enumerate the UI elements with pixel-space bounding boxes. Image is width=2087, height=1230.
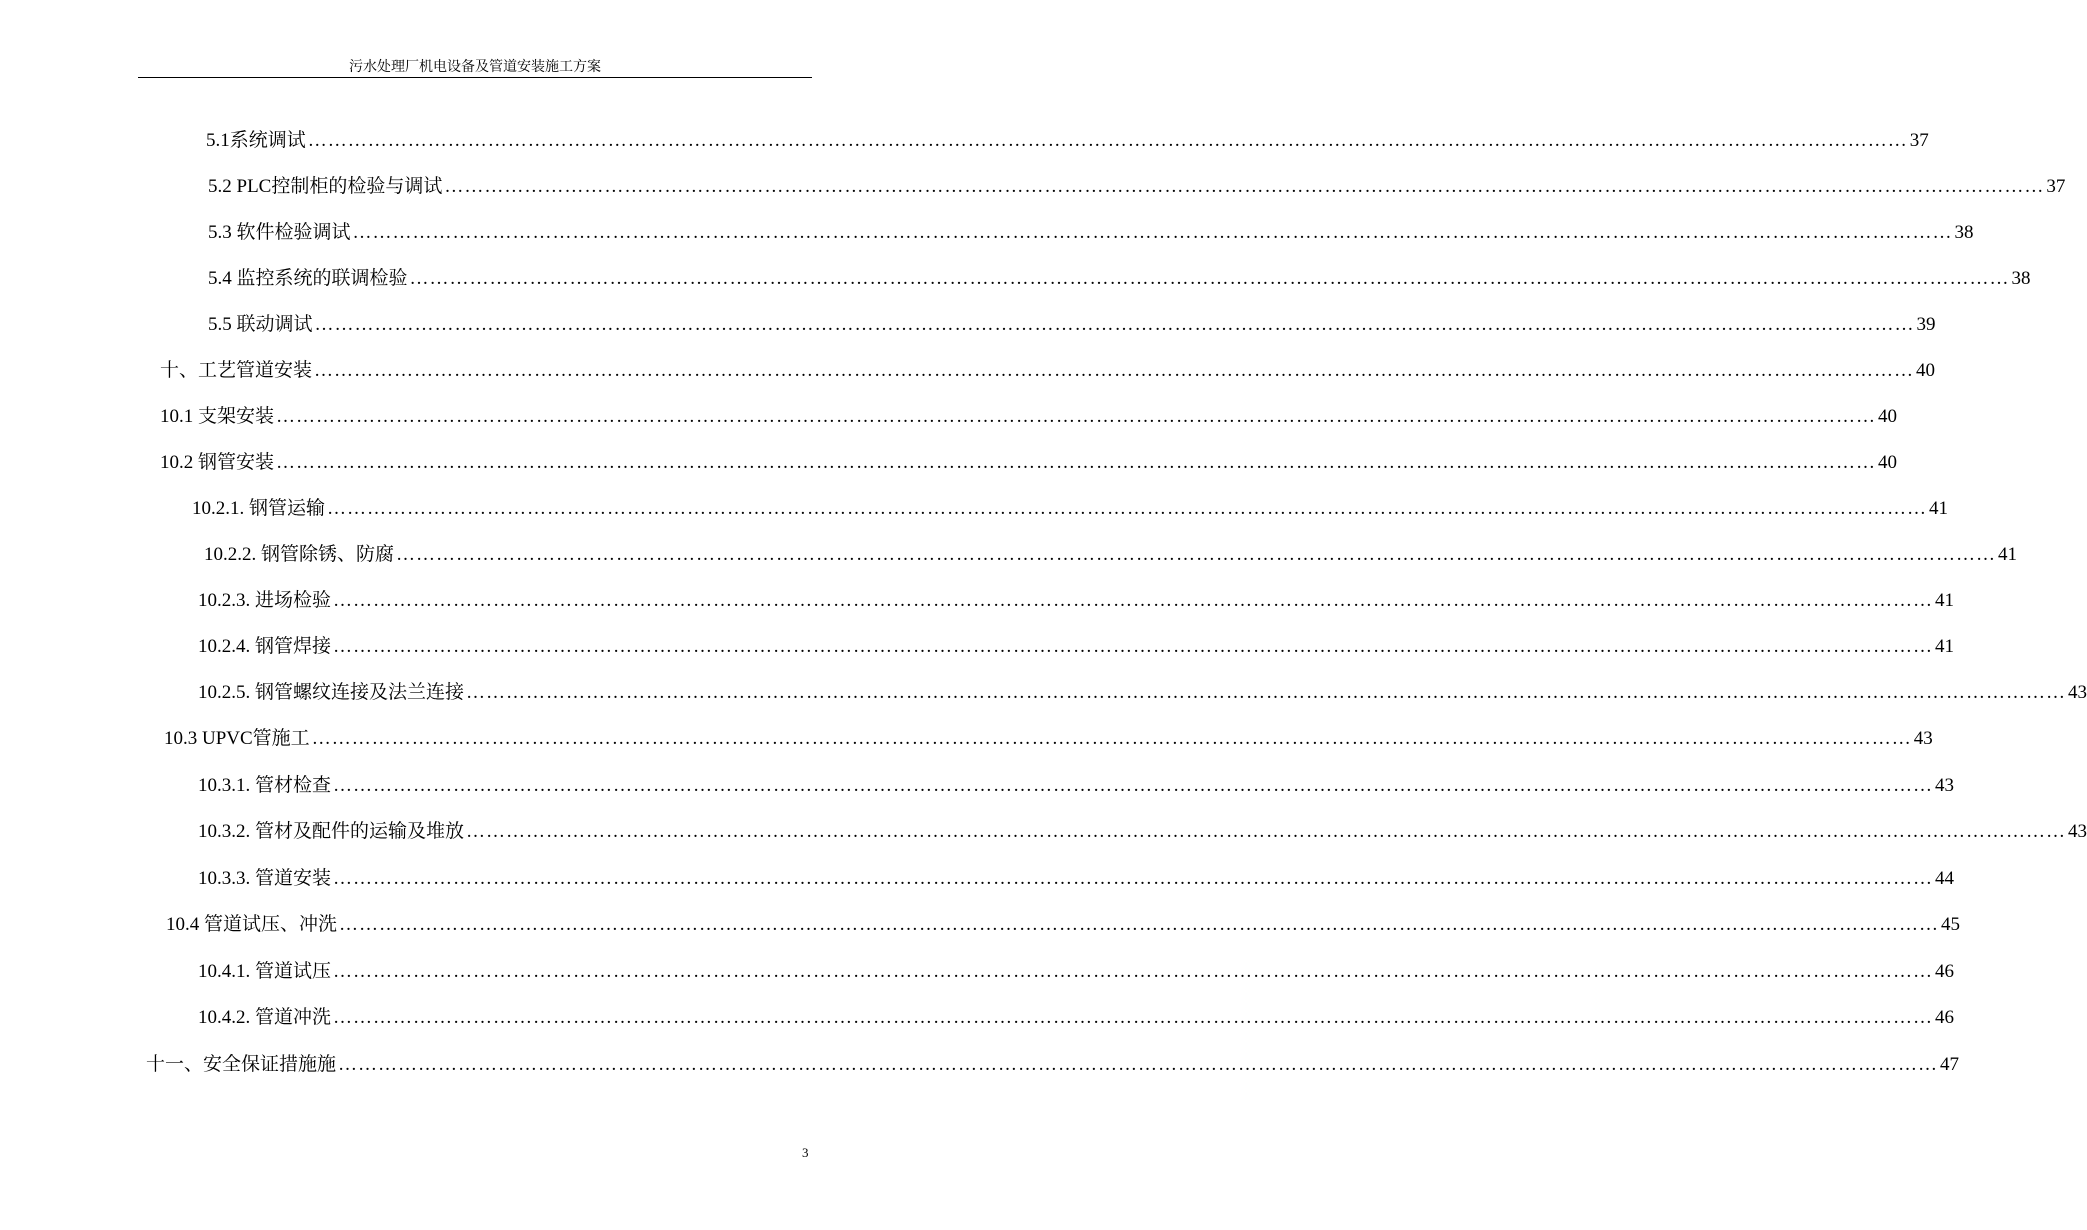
toc-entry[interactable] xyxy=(208,214,1974,244)
toc-entry-title: 10.3 UPVC管施工 xyxy=(164,728,310,749)
toc-entry-page: 41 xyxy=(1998,544,2018,565)
toc-leader-dots: …………………………………………………………………………………………………………………………………………………………………………………………………………………… xyxy=(444,176,2045,197)
toc-entry-title: 10.2.3. 进场检验 xyxy=(198,590,332,611)
toc-entry-page: 43 xyxy=(2068,821,2087,842)
toc-entry-title: 10.2.5. 钢管螺纹连接及法兰连接 xyxy=(198,682,465,703)
toc-entry[interactable] xyxy=(198,767,1955,797)
toc-leader-dots: …………………………………………………………………………………………………………………………………………………………………………………………………………………… xyxy=(339,914,1940,935)
toc-entry-page: 40 xyxy=(1916,360,1936,381)
toc-entry-page: 38 xyxy=(2011,268,2031,289)
toc-leader-dots: …………………………………………………………………………………………………………………………………………………………………………………………………………………… xyxy=(307,130,1908,151)
toc-leader-dots: …………………………………………………………………………………………………………………………………………………………………………………………………………………… xyxy=(333,868,1934,889)
toc-entry-page: 38 xyxy=(1954,222,1974,243)
toc-leader-dots: …………………………………………………………………………………………………………………………………………………………………………………………………………………… xyxy=(276,452,1877,473)
toc-entry-title: 10.4 管道试压、冲洗 xyxy=(166,914,338,935)
toc-entry[interactable] xyxy=(198,582,1955,612)
toc-entry-page: 41 xyxy=(1935,636,1955,657)
toc-entry-page: 37 xyxy=(2046,176,2066,197)
toc-entry-title: 10.2 钢管安装 xyxy=(160,452,275,473)
toc-entry-page: 43 xyxy=(1935,775,1955,796)
toc-leader-dots: …………………………………………………………………………………………………………………………………………………………………………………………………………………… xyxy=(276,406,1877,427)
toc-entry-title: 10.3.1. 管材检查 xyxy=(198,775,332,796)
toc-entry-page: 45 xyxy=(1941,914,1961,935)
toc-entry-title: 5.3 软件检验调试 xyxy=(208,222,351,243)
header-divider xyxy=(138,77,812,78)
toc-entry[interactable] xyxy=(198,999,1955,1029)
toc-entry-title: 10.4.1. 管道试压 xyxy=(198,961,332,982)
toc-entry-page: 37 xyxy=(1909,130,1929,151)
toc-entry[interactable] xyxy=(198,628,1955,658)
toc-leader-dots: …………………………………………………………………………………………………………………………………………………………………………………………………………………… xyxy=(466,682,2067,703)
toc-leader-dots: …………………………………………………………………………………………………………………………………………………………………………………………………………………… xyxy=(333,961,1934,982)
toc-entry-page: 40 xyxy=(1878,452,1898,473)
toc-entry-page: 43 xyxy=(2068,682,2087,703)
toc-entry[interactable] xyxy=(198,813,2087,843)
toc-entry-page: 41 xyxy=(1929,498,1949,519)
toc-entry[interactable] xyxy=(198,953,1955,983)
toc-leader-dots: …………………………………………………………………………………………………………………………………………………………………………………………………………………… xyxy=(333,775,1934,796)
toc-leader-dots: …………………………………………………………………………………………………………………………………………………………………………………………………………………… xyxy=(314,314,1915,335)
toc-leader-dots: …………………………………………………………………………………………………………………………………………………………………………………………………………………… xyxy=(352,222,1953,243)
page-header-title: 污水处理厂机电设备及管道安装施工方案 xyxy=(349,60,601,75)
toc-entry-title: 10.2.2. 钢管除锈、防腐 xyxy=(204,544,395,565)
toc-entry[interactable] xyxy=(198,674,2087,704)
toc-leader-dots: …………………………………………………………………………………………………………………………………………………………………………………………………………………… xyxy=(333,590,1934,611)
toc-entry-title: 10.3.3. 管道安装 xyxy=(198,868,332,889)
toc-entry-title: 10.4.2. 管道冲洗 xyxy=(198,1007,332,1028)
toc-entry[interactable] xyxy=(160,444,1898,474)
toc-entry-title: 十一、安全保证措施施 xyxy=(146,1054,337,1075)
toc-entry-page: 46 xyxy=(1935,961,1955,982)
toc-leader-dots: …………………………………………………………………………………………………………………………………………………………………………………………………………………… xyxy=(333,636,1934,657)
toc-entry-title: 10.1 支架安装 xyxy=(160,406,275,427)
toc-entry-title: 5.5 联动调试 xyxy=(208,314,313,335)
toc-leader-dots: …………………………………………………………………………………………………………………………………………………………………………………………………………………… xyxy=(314,360,1915,381)
toc-leader-dots: …………………………………………………………………………………………………………………………………………………………………………………………………………………… xyxy=(466,821,2067,842)
toc-leader-dots: …………………………………………………………………………………………………………………………………………………………………………………………………………………… xyxy=(409,268,2010,289)
toc-leader-dots: …………………………………………………………………………………………………………………………………………………………………………………………………………………… xyxy=(327,498,1928,519)
toc-entry-title: 10.2.1. 钢管运输 xyxy=(192,498,326,519)
toc-entry-title: 十、工艺管道安装 xyxy=(160,360,313,381)
toc-entry-page: 39 xyxy=(1916,314,1936,335)
toc-entry[interactable] xyxy=(192,490,1949,520)
toc-entry[interactable] xyxy=(160,352,1936,382)
toc-entry[interactable] xyxy=(166,906,1961,936)
toc-entry[interactable] xyxy=(206,122,1929,152)
toc-entry-page: 47 xyxy=(1940,1054,1960,1075)
toc-entry-title: 5.1系统调试 xyxy=(206,130,306,151)
toc-leader-dots: …………………………………………………………………………………………………………………………………………………………………………………………………………………… xyxy=(338,1054,1939,1075)
toc-entry-title: 10.3.2. 管材及配件的运输及堆放 xyxy=(198,821,465,842)
toc-entry[interactable] xyxy=(198,860,1955,890)
toc-entry-title: 5.2 PLC控制柜的检验与调试 xyxy=(208,176,443,197)
toc-entry[interactable] xyxy=(208,168,2066,198)
toc-entry-page: 41 xyxy=(1935,590,1955,611)
toc-entry[interactable] xyxy=(208,260,2031,290)
toc-entry[interactable] xyxy=(164,720,1933,750)
toc-entry[interactable] xyxy=(146,1046,1960,1076)
toc-entry-page: 44 xyxy=(1935,868,1955,889)
toc-entry-page: 43 xyxy=(1913,728,1933,749)
toc-leader-dots: …………………………………………………………………………………………………………………………………………………………………………………………………………………… xyxy=(311,728,1912,749)
toc-leader-dots: …………………………………………………………………………………………………………………………………………………………………………………………………………………… xyxy=(396,544,1997,565)
toc-entry-title: 10.2.4. 钢管焊接 xyxy=(198,636,332,657)
toc-entry[interactable] xyxy=(204,536,2018,566)
page-number: 3 xyxy=(802,1145,809,1160)
toc-entry[interactable] xyxy=(160,398,1898,428)
toc-entry-page: 46 xyxy=(1935,1007,1955,1028)
toc-entry-title: 5.4 监控系统的联调检验 xyxy=(208,268,408,289)
toc-entry-page: 40 xyxy=(1878,406,1898,427)
toc-leader-dots: …………………………………………………………………………………………………………………………………………………………………………………………………………………… xyxy=(333,1007,1934,1028)
toc-entry[interactable] xyxy=(208,306,1936,336)
